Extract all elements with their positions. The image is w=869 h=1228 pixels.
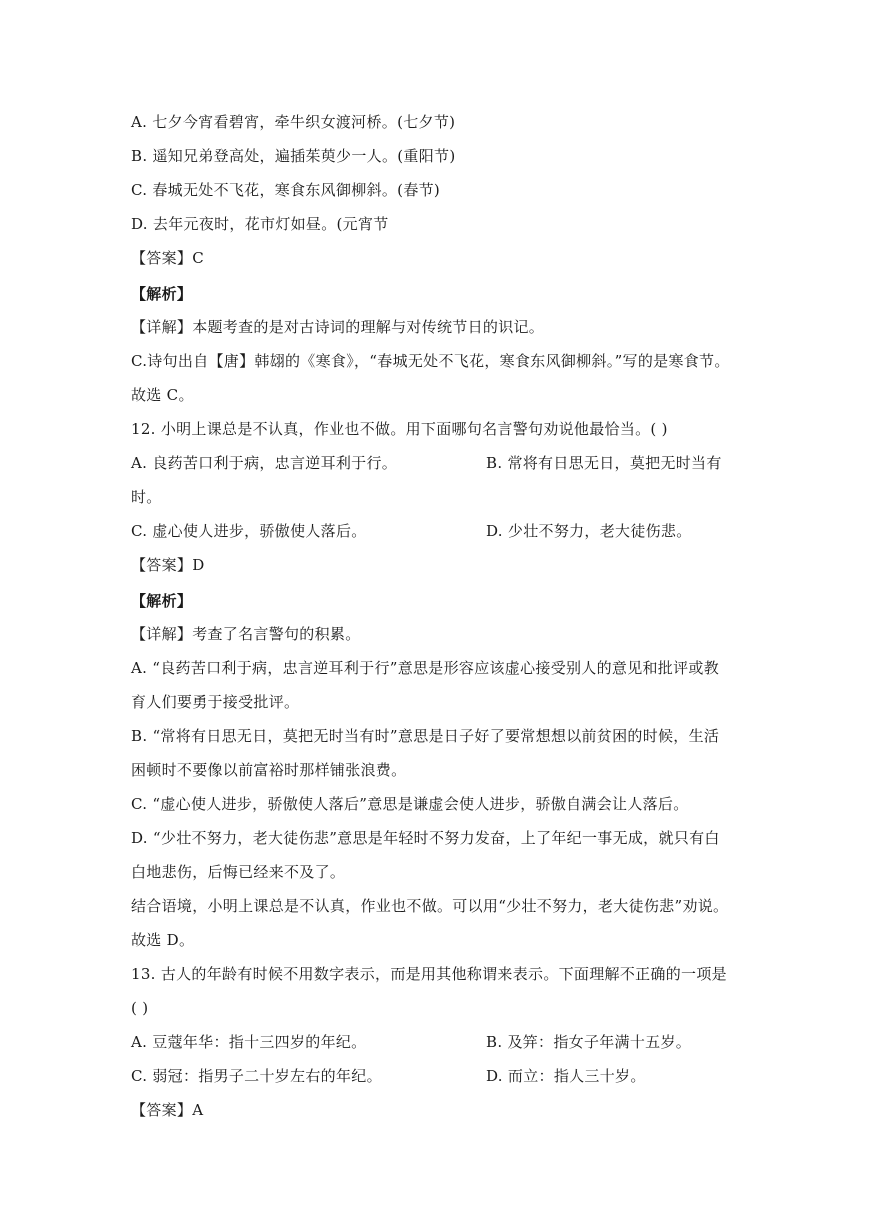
q13-options-row2	[131, 1066, 751, 1086]
q12-expl-a-1: A. “良药苦口利于病，忠言逆耳利于行”意思是形容应该虚心接受别人的意见和批评或教	[131, 659, 720, 677]
q12-conclusion: 故选 D。	[131, 931, 195, 949]
q11-option-d: D. 去年元夜时，花市灯如昼。(元宵节	[131, 215, 389, 233]
q12-question: 12. 小明上课总是不认真，作业也不做。用下面哪句名言警句劝说他最恰当。( )	[131, 420, 668, 438]
q11-explanation: C.诗句出自【唐】韩翃的《寒食》，“春城无处不飞花，寒食东风御柳斜。”写的是寒食节。	[131, 352, 730, 370]
q11-option-a: A. 七夕今宵看碧宵，牵牛织女渡河桥。(七夕节)	[131, 113, 456, 131]
q13-option-b: B. 及笄：指女子年满十五岁。	[486, 1033, 692, 1051]
q13-option-d: D. 而立：指人三十岁。	[486, 1067, 646, 1085]
q13-option-c: C. 弱冠：指男子二十岁左右的年纪。	[131, 1067, 382, 1085]
q12-expl-b-1: B. “常将有日思无日，莫把无时当有时”意思是日子好了要常想想以前贫困的时候，生活	[131, 727, 720, 745]
q11-conclusion: 故选 C。	[131, 386, 194, 404]
q12-context: 结合语境，小明上课总是不认真，作业也不做。可以用“少壮不努力，老大徒伤悲”劝说。	[131, 897, 729, 915]
q12-expl-c: C. “虚心使人进步，骄傲使人落后”意思是谦虚会使人进步，骄傲自满会让人落后。	[131, 795, 689, 813]
q13-question-2: ( )	[131, 999, 149, 1017]
q12-option-b-cont: 时。	[131, 488, 162, 506]
q13-option-a: A. 豆蔻年华：指十三四岁的年纪。	[131, 1033, 367, 1051]
q12-expl-b-2: 困顿时不要像以前富裕时那样铺张浪费。	[131, 761, 407, 779]
q12-expl-a-2: 育人们要勇于接受批评。	[131, 693, 300, 711]
q11-detail: 【详解】本题考查的是对古诗词的理解与对传统节日的识记。	[131, 318, 545, 336]
q12-analysis-heading: 【解析】	[131, 592, 193, 610]
q12-expl-d-1: D. “少壮不努力，老大徒伤悲”意思是年轻时不努力发奋，上了年纪一事无成，就只有白	[131, 829, 720, 847]
q11-answer: 【答案】C	[131, 249, 204, 267]
q12-option-d: D. 少壮不努力，老大徒伤悲。	[486, 522, 692, 540]
q12-detail: 【详解】考查了名言警句的积累。	[131, 625, 361, 643]
q11-option-b: B. 遥知兄弟登高处，遍插茱萸少一人。(重阳节)	[131, 147, 456, 165]
q13-answer: 【答案】A	[131, 1101, 204, 1119]
q12-option-c: C. 虚心使人进步，骄傲使人落后。	[131, 522, 367, 540]
q12-options-row1	[131, 453, 751, 473]
q12-options-row2	[131, 521, 751, 541]
q13-question-1: 13. 古人的年龄有时候不用数字表示，而是用其他称谓来表示。下面理解不正确的一项是	[131, 965, 727, 983]
q12-answer: 【答案】D	[131, 556, 205, 574]
q11-analysis-heading: 【解析】	[131, 285, 193, 303]
q13-options-row1	[131, 1032, 751, 1052]
q11-option-c: C. 春城无处不飞花，寒食东风御柳斜。(春节)	[131, 181, 441, 199]
q12-expl-d-2: 白地悲伤，后悔已经来不及了。	[131, 863, 346, 881]
q12-option-a: A. 良药苦口利于病，忠言逆耳利于行。	[131, 454, 398, 472]
q12-option-b: B. 常将有日思无日，莫把无时当有	[486, 454, 722, 472]
